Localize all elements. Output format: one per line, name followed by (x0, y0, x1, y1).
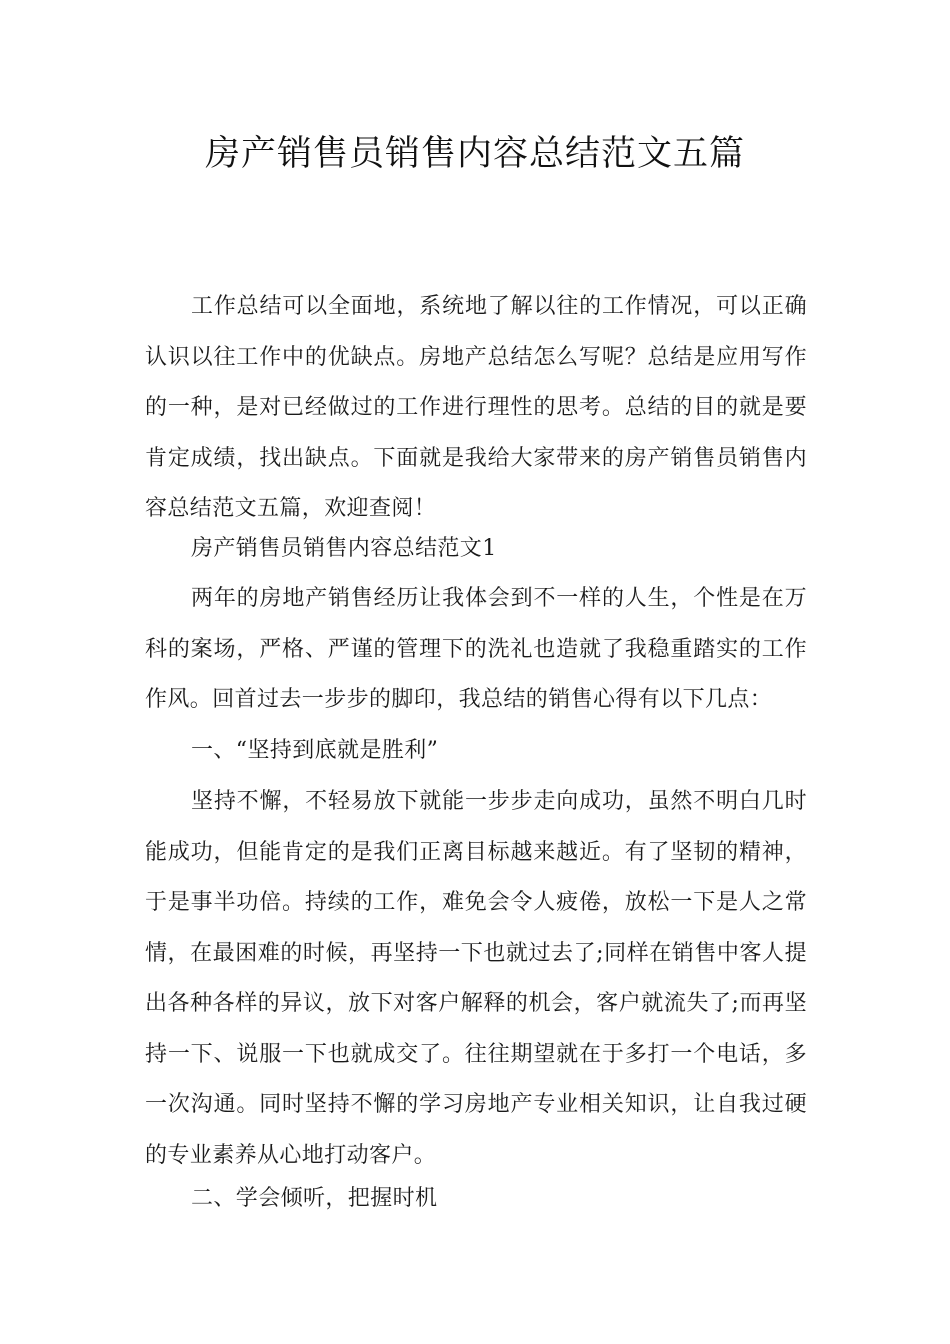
sample-subtitle: 房产销售员销售内容总结范文1 (191, 536, 497, 561)
experience-paragraph: 两年的房地产销售经历让我体会到不一样的人生，个性是在万科的案场，严格、严谨的管理下的洗礼也造就了我稳重踏实的工作作风。回首过去一步步的脚印，我总结的销售心得有以下几点： (145, 586, 807, 712)
section-heading-2: 二、学会倾听，把握时机 (191, 1186, 438, 1211)
section-1-paragraph: 坚持不懈，不轻易放下就能一步步走向成功，虽然不明白几时能成功，但能肯定的是我们正离目标越来越近。有了坚韧的精神，于是事半功倍。持续的工作，难免会令人疲倦，放松一下是人之常情，在最困难的时候，再坚持一下也就过去了;同样在销售中客人提出各种各样的异议，放下对客户解释的机会，客户就流失了;而再坚持一下、说服一下也就成交了。往往期望就在于多打一个电话，多一次沟通。同时坚持不懈的学习房地产专业相关知识，让自我过硬的专业素养从心地打动客户。 (145, 789, 807, 1168)
intro-paragraph: 工作总结可以全面地，系统地了解以往的工作情况，可以正确认识以往工作中的优缺点。房地产总结怎么写呢？总结是应用写作的一种，是对已经做过的工作进行理性的思考。总结的目的就是要肯定成绩，找出缺点。下面就是我给大家带来的房产销售员销售内容总结范文五篇，欢迎查阅！ (145, 294, 807, 521)
document-title: 房产销售员销售内容总结范文五篇 (204, 134, 745, 174)
section-heading-1: 一、“坚持到底就是胜利” (191, 738, 439, 763)
